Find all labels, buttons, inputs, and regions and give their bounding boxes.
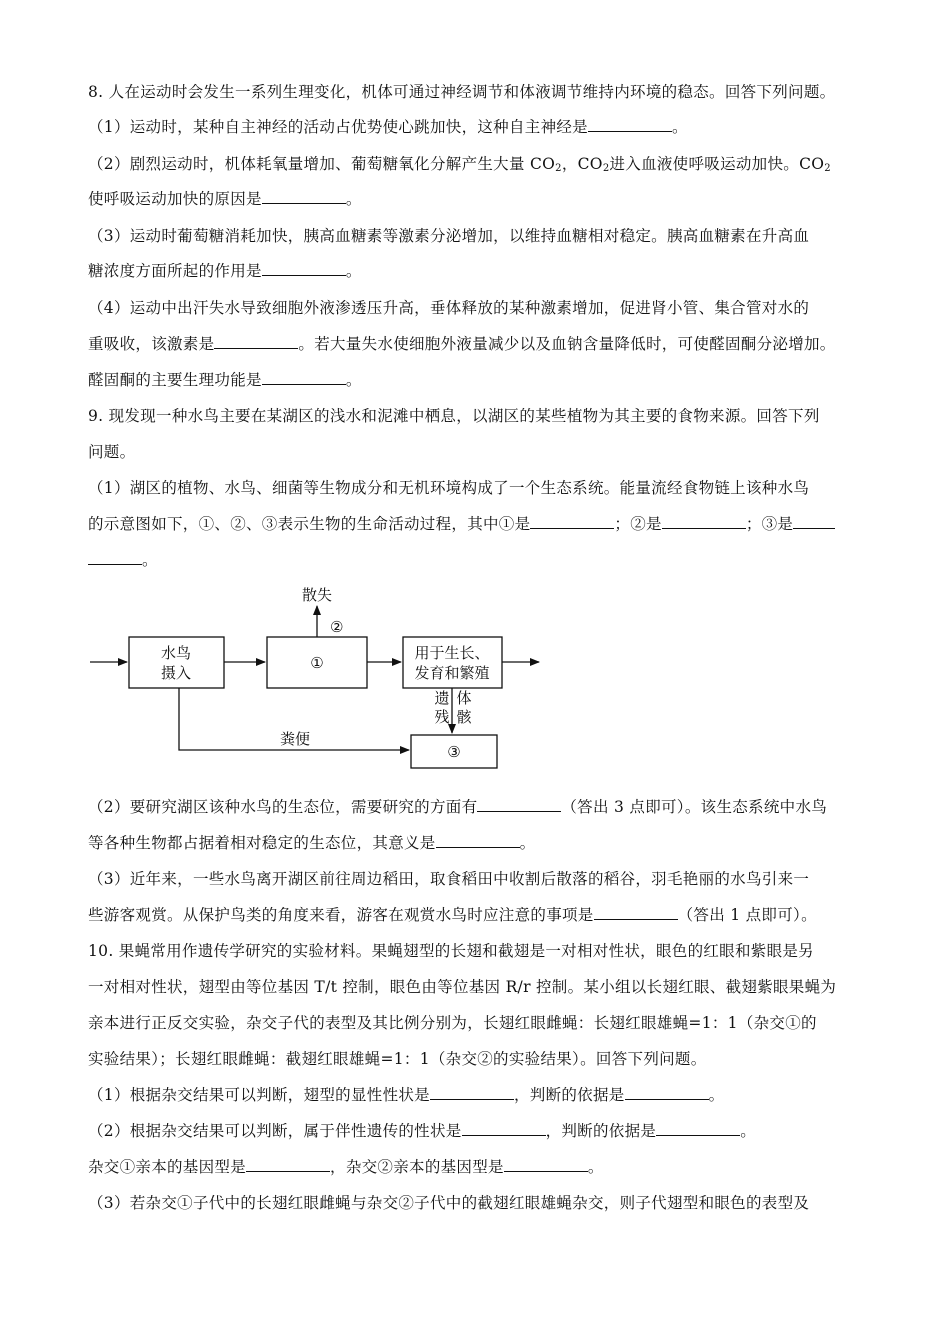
q9-part1-cont: 的示意图如下，①、②、③表示生物的生命活动过程，其中①是 ；②是 ；③是 — [88, 514, 878, 534]
q8-stem: 8. 人在运动时会发生一系列生理变化，机体可通过神经调节和体液调节维持内环境的稳态。回答下列问题。 — [88, 83, 836, 101]
intake-label-1: 水鸟 — [160, 644, 192, 662]
answer-blank[interactable] — [262, 189, 346, 204]
answer-blank[interactable] — [262, 370, 346, 385]
q8-part3: （3）运动时葡萄糖消耗加快，胰高血糖素等激素分泌增加，以维持血糖相对稳定。胰高血糖素在升高血 — [88, 227, 810, 245]
energy-flow-diagram — [85, 578, 565, 778]
remains-label-b1: 体 — [456, 689, 472, 707]
answer-blank[interactable] — [588, 117, 672, 132]
lost-label: 散失 — [301, 586, 333, 604]
answer-blank[interactable] — [246, 1157, 330, 1172]
q8-part2: （2）剧烈运动时，机体耗氧量增加、葡萄糖氧化分解产生大量 $CO_2$，$CO_2$进入血液使呼吸运动加快。$CO_2$ — [88, 155, 831, 174]
answer-blank[interactable] — [594, 905, 678, 920]
q8-part4: （4）运动中出汗失水导致细胞外液渗透压升高，垂体释放的某种激素增加，促进肾小管、集合管对水的 — [88, 299, 810, 317]
q9-part3: （3）近年来，一些水鸟离开湖区前往周边稻田，取食稻田中收割后散落的稻谷，羽毛艳丽的水鸟引来一 — [88, 870, 810, 888]
q10-stem-4: 实验结果）；长翅红眼雌蝇：截翅红眼雄蝇=1：1（杂交②的实验结果）。回答下列问题。 — [88, 1050, 707, 1068]
q9-stem-cont: 问题。 — [88, 443, 136, 461]
q8-part2-cont: 使呼吸运动加快的原因是 。 — [88, 190, 362, 208]
q10-stem: 10. 果蝇常用作遗传学研究的实验材料。果蝇翅型的长翅和截翅是一对相对性状，眼色的红眼和紫眼是另 — [88, 942, 814, 960]
process-1-label: ① — [310, 654, 324, 672]
answer-blank[interactable] — [662, 514, 746, 529]
q9-part3-cont: 些游客观赏。从保护鸟类的角度来看，游客在观赏水鸟时应注意的事项是 （答出 1 点即可）。 — [88, 906, 817, 924]
feces-label: 粪便 — [279, 730, 311, 748]
intake-label-2: 摄入 — [160, 664, 192, 682]
q10-stem-2: 一对相对性状，翅型由等位基因 T/t 控制，眼色由等位基因 R/r 控制。某小组以长翅红眼、截翅紫眼果蝇为 — [88, 978, 837, 996]
answer-blank[interactable] — [793, 514, 835, 529]
q10-part2-cont: 杂交①亲本的基因型是 ，杂交②亲本的基因型是 。 — [88, 1158, 604, 1176]
growth-label-1: 用于生长、 — [414, 644, 490, 662]
q8-part4-end: 醛固酮的主要生理功能是 。 — [88, 371, 362, 389]
q9-part1-end: 。 — [88, 550, 878, 570]
remains-label-a2: 残 — [434, 708, 450, 726]
q8-part4-cont: 重吸收，该激素是 。若大量失水使细胞外液量减少以及血钠含量降低时，可使醛固酮分泌增加。 — [88, 335, 836, 353]
q10-part1: （1）根据杂交结果可以判断，翅型的显性性状是 ，判断的依据是 。 — [88, 1086, 725, 1104]
answer-blank[interactable] — [656, 1121, 740, 1136]
process-2-label: ② — [330, 618, 344, 636]
answer-blank[interactable] — [530, 514, 614, 529]
answer-blank[interactable] — [430, 1085, 514, 1100]
remains-label-a1: 遗 — [434, 689, 450, 707]
answer-blank[interactable] — [504, 1157, 588, 1172]
answer-blank[interactable] — [88, 550, 142, 565]
answer-blank[interactable] — [436, 833, 520, 848]
remains-label-b2: 骸 — [456, 708, 472, 726]
answer-blank[interactable] — [214, 334, 298, 349]
q10-part2: （2）根据杂交结果可以判断，属于伴性遗传的性状是 ，判断的依据是 。 — [88, 1122, 756, 1140]
answer-blank[interactable] — [262, 261, 346, 276]
growth-label-2: 发育和繁殖 — [414, 664, 490, 682]
q10-stem-3: 亲本进行正反交实验，杂交子代的表型及其比例分别为，长翅红眼雌蝇：长翅红眼雄蝇=1：1（杂交①的 — [88, 1014, 817, 1032]
answer-blank[interactable] — [477, 797, 561, 812]
q9-stem: 9. 现发现一种水鸟主要在某湖区的浅水和泥滩中栖息，以湖区的某些植物为其主要的食物来源。回答下列 — [88, 407, 820, 425]
q9-part1: （1）湖区的植物、水鸟、细菌等生物成分和无机环境构成了一个生态系统。能量流经食物链上该种水鸟 — [88, 479, 810, 497]
q8-part3-cont: 糖浓度方面所起的作用是 。 — [88, 262, 362, 280]
answer-blank[interactable] — [625, 1085, 709, 1100]
q9-part2: （2）要研究湖区该种水鸟的生态位，需要研究的方面有 （答出 3 点即可）。该生态系统中水鸟 — [88, 798, 828, 816]
answer-blank[interactable] — [462, 1121, 546, 1136]
process-3-label: ③ — [447, 743, 461, 761]
q9-part2-cont: 等各种生物都占据着相对稳定的生态位，其意义是 。 — [88, 834, 536, 852]
q8-part1: （1）运动时，某种自主神经的活动占优势使心跳加快，这种自主神经是 。 — [88, 118, 688, 136]
q10-part3: （3）若杂交①子代中的长翅红眼雌蝇与杂交②子代中的截翅红眼雄蝇杂交，则子代翅型和眼色的表型及 — [88, 1194, 810, 1212]
